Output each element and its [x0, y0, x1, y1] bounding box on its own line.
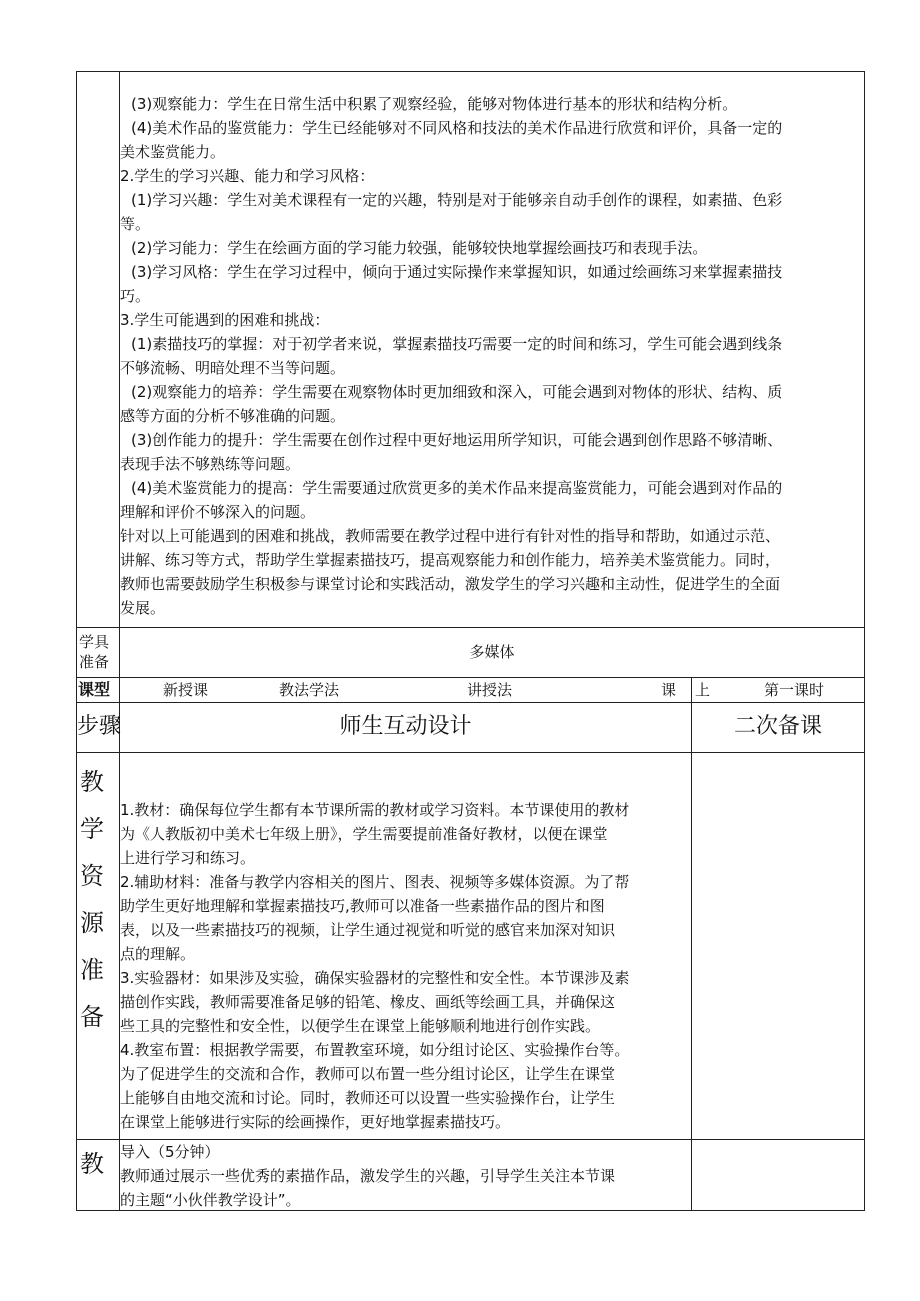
resources-label-char: 资 [80, 862, 104, 890]
text-line: (4)美术作品的鉴赏能力：学生已经能够对不同风格和技法的美术作品进行欣赏和评价，具备一定的 [131, 119, 783, 137]
table-border-right [864, 71, 865, 1211]
text-line: 表现手法不够熟练等问题。 [120, 455, 301, 473]
text-line: 描创作实践，教师需要准备足够的铅笔、橡皮、画纸等绘画工具，并确保这 [120, 993, 616, 1011]
prep-value: 多媒体 [469, 643, 515, 661]
prep-label-line1: 学具 [79, 633, 110, 651]
text-line: 助学生更好地理解和掌握素描技巧,教师可以准备一些素描作品的图片和图 [120, 897, 605, 915]
resources-label-char: 备 [80, 1003, 104, 1031]
text-line: (4)美术鉴赏能力的提高：学生需要通过欣赏更多的美术作品来提高鉴赏能力，可能会遇到对作品的 [131, 479, 783, 497]
text-line: 2.学生的学习兴趣、能力和学习风格： [120, 167, 375, 185]
resources-label-char: 源 [80, 909, 104, 937]
text-line: 些工具的完整性和安全性，以便学生在课堂上能够顺利地进行创作实践。 [120, 1017, 601, 1035]
text-line: 美术鉴赏能力。 [120, 143, 226, 161]
second-prep-column-divider [691, 677, 692, 1211]
text-line: 为《人教版初中美术七年级上册》，学生需要提前准备好教材，以便在课堂 [120, 825, 608, 843]
design-header: 师生互动设计 [339, 714, 472, 739]
method-value: 讲授法 [467, 681, 513, 699]
text-line: 讲解、练习等方式，帮助学生掌握素描技巧，提高观察能力和创作能力，培养美术鉴赏能力。同时， [120, 551, 781, 569]
text-line: 4.教室布置：根据教学需要，布置教室环境，如分组讨论区、实验操作台等。 [120, 1041, 630, 1059]
text-line: (3)创作能力的提升：学生需要在创作过程中更好地运用所学知识，可能会遇到创作思路不够清晰、 [131, 431, 783, 449]
resources-label-char: 教 [80, 768, 104, 796]
text-line: 表，以及一些素描技巧的视频，让学生通过视觉和听觉的感官来加深对知识 [120, 921, 616, 939]
text-line: 感等方面的分析不够准确的问题。 [120, 407, 346, 425]
text-line: 的主题“小伙伴教学设计”。 [120, 1191, 301, 1209]
second-prep-header: 二次备课 [733, 714, 822, 739]
resources-label-char: 学 [80, 815, 104, 843]
text-line: 点的理解。 [120, 945, 196, 963]
text-line: (2)学习能力：学生在绘画方面的学习能力较强，能够较快地掌握绘画技巧和表现手法。 [131, 239, 708, 257]
text-line: 1.教材：确保每位学生都有本节课所需的教材或学习资料。本节课使用的教材 [120, 801, 630, 819]
text-line: 3.学生可能遇到的困难和挑战： [120, 311, 330, 329]
text-line: 教师也需要鼓励学生积极参与课堂讨论和实践活动，激发学生的学习兴趣和主动性，促进学生的全面 [120, 575, 781, 593]
period-char: 上 [695, 681, 711, 699]
method-label: 教法学法 [279, 681, 340, 699]
period-label: 课 [661, 681, 677, 699]
text-line: 为了促进学生的交流和合作，教师可以布置一些分组讨论区，让学生在课堂 [120, 1065, 616, 1083]
text-line: 上能够自由地交流和讨论。同时，教师还可以设置一些实验操作台，让学生 [120, 1089, 616, 1107]
text-line: 3.实验器材：如果涉及实验，确保实验器材的完整性和安全性。本节课涉及素 [120, 969, 630, 987]
text-line: 上进行学习和练习。 [120, 849, 256, 867]
text-line: 发展。 [120, 599, 166, 617]
type-value: 新授课 [163, 681, 209, 699]
text-line: 巧。 [120, 287, 151, 305]
text-line: 在课堂上能够进行实际的绘画操作，更好地掌握素描技巧。 [120, 1113, 511, 1131]
text-line: (1)素描技巧的掌握：对于初学者来说，掌握素描技巧需要一定的时间和练习，学生可能会遇到线条 [131, 335, 783, 353]
steps-header: 步骤 [77, 714, 122, 739]
text-line: (3)学习风格：学生在学习过程中，倾向于通过实际操作来掌握知识，如通过绘画练习来掌握素描技 [131, 263, 783, 281]
text-line: 2.辅助材料：准备与教学内容相关的图片、图表、视频等多媒体资源。为了帮 [120, 873, 630, 891]
text-line: 教师通过展示一些优秀的素描作品，激发学生的兴趣，引导学生关注本节课 [120, 1167, 616, 1185]
text-line: 针对以上可能遇到的困难和挑战，教师需要在教学过程中进行有针对性的指导和帮助，如通过示范、 [120, 527, 781, 545]
table-border-top [76, 71, 865, 72]
table-border-left [76, 71, 77, 1211]
text-line: (2)观察能力的培养：学生需要在观察物体时更加细致和深入，可能会遇到对物体的形状、结构、质 [131, 383, 783, 401]
text-line: 导入（5分钟） [120, 1143, 220, 1161]
resources-label-char: 准 [80, 956, 104, 984]
text-line: (3)观察能力：学生在日常生活中积累了观察经验，能够对物体进行基本的形状和结构分析。 [131, 95, 738, 113]
period-value: 第一课时 [764, 681, 825, 699]
prep-label-line2: 准备 [79, 653, 110, 671]
row-divider-header [76, 702, 865, 703]
text-line: 不够流畅、明暗处理不当等问题。 [120, 359, 346, 377]
text-line: 等。 [120, 215, 151, 233]
row-divider-prep [76, 627, 865, 628]
text-line: 理解和评价不够深入的问题。 [120, 503, 316, 521]
teach-label: 教 [80, 1150, 104, 1178]
text-line: (1)学习兴趣：学生对美术课程有一定的兴趣，特别是对于能够亲自动手创作的课程，如素描、色彩 [131, 191, 783, 209]
row-divider-resources [76, 752, 865, 753]
type-label: 课型 [78, 680, 111, 699]
